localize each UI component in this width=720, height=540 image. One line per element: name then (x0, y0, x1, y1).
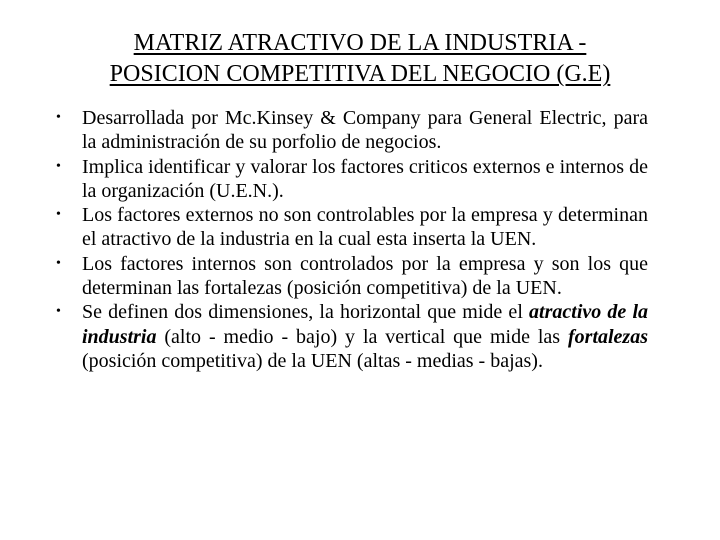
bullet-text-part-1: Se definen dos dimensiones, la horizontal que mide el (82, 301, 530, 324)
bullet-item-5 (56, 300, 648, 373)
bullet-text: Los factores internos son controlados por la empresa y son los que determinan las fortalezas (posición competitiva) de la UEN. (82, 252, 648, 300)
bullet-icon: • (56, 255, 61, 271)
title-line-2: POSICION COMPETITIVA DEL NEGOCIO (G.E) (109, 61, 611, 87)
emphasis-fortalezas: fortalezas (568, 325, 648, 348)
bullet-icon: • (56, 207, 61, 223)
bullet-list (56, 106, 648, 373)
bullet-text-part-3: (posición competitiva) de la UEN (altas - medias - bajas). (82, 349, 543, 372)
bullet-icon: • (56, 110, 61, 125)
bullet-item-3 (56, 203, 648, 252)
bullet-item-2 (56, 155, 648, 204)
bullet-text: Los factores externos no son controlables por la empresa y determinan el atractivo de la industria en la cual esta inserta la UEN. (82, 204, 648, 251)
bullet-item-1 (56, 106, 648, 155)
bullet-icon: • (56, 158, 61, 174)
bullet-text: Desarrollada por Mc.Kinsey & Company para General Electric, para la administración de su porfolio de negocios. (82, 107, 648, 154)
title-line-1: MATRIZ ATRACTIVO DE LA INDUSTRIA - (133, 30, 587, 56)
bullet-icon: • (56, 304, 61, 320)
bullet-text-part-2: (alto - medio - bajo) y la vertical que mide las (156, 325, 568, 348)
bullet-text: Implica identificar y valorar los factores criticos externos e internos de la organización (U.E.N.). (82, 155, 648, 202)
bullet-item-4 (56, 252, 648, 301)
page-title (40, 28, 680, 90)
emphasis-atractivo: atractivo de la industria (82, 301, 649, 348)
